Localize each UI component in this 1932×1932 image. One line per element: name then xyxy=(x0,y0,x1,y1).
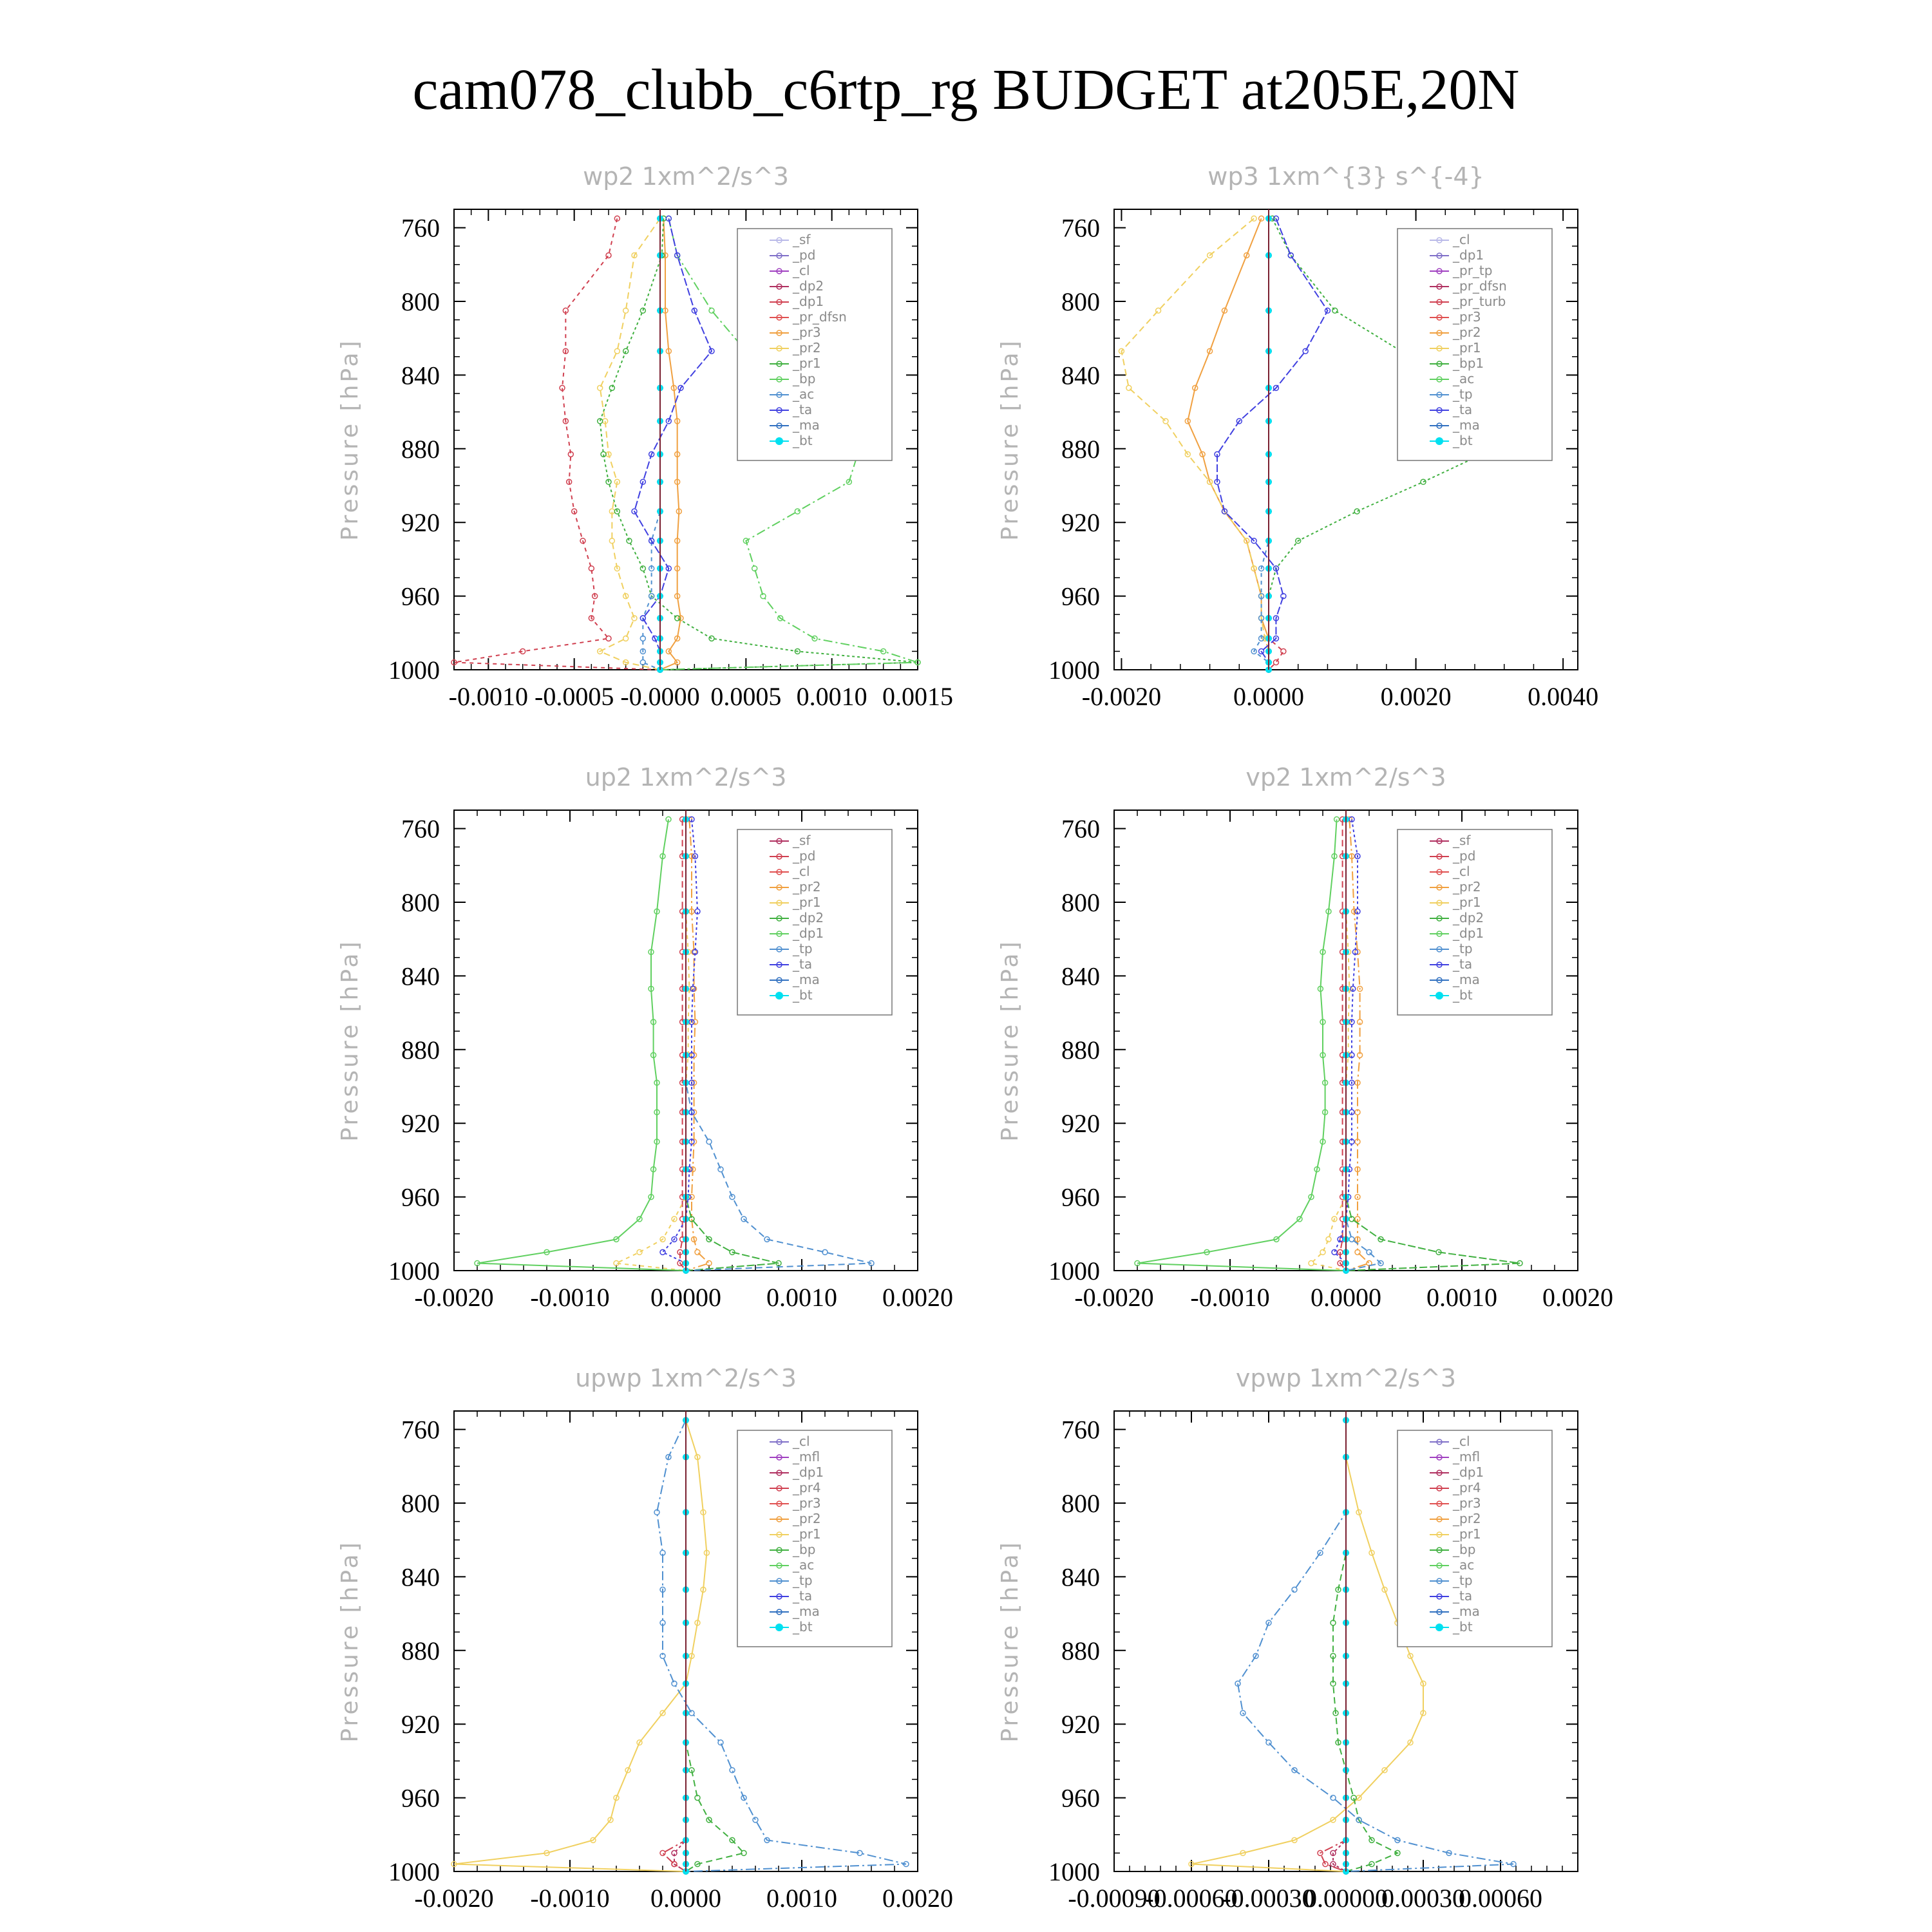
series-line-pd xyxy=(1340,819,1346,1271)
x-tick-label: -0.0020 xyxy=(1081,682,1162,711)
legend-label: _ta xyxy=(793,402,813,417)
x-tick-label: -0.0010 xyxy=(1190,1283,1270,1312)
y-tick-label: 960 xyxy=(401,1783,440,1813)
legend-label: _pd xyxy=(1453,848,1476,864)
data-point xyxy=(689,1710,694,1716)
series-line-dp1 xyxy=(1137,819,1346,1271)
y-tick-label: 960 xyxy=(1061,1783,1100,1813)
panel-vpwp xyxy=(997,1364,1578,1913)
legend-label: _ta xyxy=(1453,1588,1473,1604)
y-tick-label: 960 xyxy=(401,582,440,611)
y-tick-label: 1000 xyxy=(1048,1857,1100,1886)
data-point xyxy=(1266,1740,1271,1745)
legend-label: _pr2 xyxy=(793,340,821,355)
data-point xyxy=(675,616,680,621)
legend-label: _sf xyxy=(1453,833,1471,848)
series-line-pr4 xyxy=(663,1420,686,1871)
series-line-pr2 xyxy=(1188,218,1269,670)
legend-label: _ta xyxy=(793,1588,813,1604)
data-point xyxy=(623,636,629,641)
panel-title: vp2 1xm^2/s^3 xyxy=(1245,763,1446,791)
data-point xyxy=(709,636,714,641)
y-tick-label: 920 xyxy=(401,1109,440,1139)
legend-label: _pr4 xyxy=(1453,1480,1481,1495)
x-tick-label: 0.0020 xyxy=(1542,1283,1613,1312)
legend-label: _pr1 xyxy=(793,895,821,910)
legend-label: _sf xyxy=(793,833,811,848)
legend-label: _ma xyxy=(1453,972,1480,987)
y-tick-label: 800 xyxy=(401,1489,440,1518)
legend-label: _pd xyxy=(793,247,816,263)
data-point xyxy=(1332,1249,1337,1255)
series-line-pr1 xyxy=(1191,1420,1423,1871)
x-tick-label: 0.0020 xyxy=(882,1884,953,1913)
y-tick-label: 880 xyxy=(1061,1035,1100,1065)
data-point xyxy=(1349,1236,1354,1242)
legend-label: _dp2 xyxy=(793,910,824,925)
legend xyxy=(1397,229,1552,460)
legend xyxy=(737,229,892,460)
legend-label: _dp1 xyxy=(1453,247,1484,263)
legend-label: _pr_tp xyxy=(1453,263,1493,278)
x-tick-label: -0.00030 xyxy=(1222,1884,1315,1913)
legend-label: _pr4 xyxy=(793,1480,821,1495)
panel-title: wp2 1xm^2/s^3 xyxy=(583,162,789,191)
data-point xyxy=(606,253,611,258)
legend-label: _pr1 xyxy=(1453,895,1481,910)
y-tick-label: 760 xyxy=(1061,213,1100,243)
data-point xyxy=(672,1681,677,1686)
data-point xyxy=(1126,385,1132,390)
series-line-tp xyxy=(1346,819,1381,1271)
y-tick-label: 800 xyxy=(1061,1489,1100,1518)
panel-title: upwp 1xm^2/s^3 xyxy=(575,1364,797,1392)
y-axis-label: Pressure [hPa] xyxy=(337,939,363,1142)
data-point xyxy=(1303,348,1308,354)
x-tick-label: 0.00000 xyxy=(1304,1884,1388,1913)
y-axis-label: Pressure [hPa] xyxy=(997,1540,1023,1743)
y-tick-label: 880 xyxy=(401,1035,440,1065)
y-tick-label: 840 xyxy=(401,961,440,991)
legend-label: _pr1 xyxy=(1453,1526,1481,1542)
x-tick-label: 0.0000 xyxy=(650,1283,721,1312)
x-tick-label: 0.00030 xyxy=(1381,1884,1465,1913)
series-line-pr3 xyxy=(660,218,681,670)
legend-label: _sf xyxy=(793,232,811,247)
legend xyxy=(1397,1430,1552,1647)
data-point xyxy=(1273,660,1278,665)
legend-marker xyxy=(1435,992,1443,999)
legend-label: _ma xyxy=(793,972,820,987)
data-point xyxy=(753,1817,758,1823)
y-tick-label: 960 xyxy=(1061,582,1100,611)
legend-label: _pr2 xyxy=(793,879,821,895)
data-point xyxy=(709,308,714,313)
legend-label: _ma xyxy=(793,1604,820,1619)
panel-vp2 xyxy=(997,763,1613,1312)
y-tick-label: 840 xyxy=(1061,1562,1100,1592)
legend xyxy=(1397,829,1552,1015)
legend-label: _tp xyxy=(793,1573,813,1588)
legend-label: _pr_turb xyxy=(1453,294,1506,309)
legend xyxy=(737,1430,892,1647)
x-tick-label: -0.00060 xyxy=(1145,1884,1238,1913)
legend-marker xyxy=(775,437,783,445)
data-point xyxy=(660,1850,665,1855)
legend-label: _dp2 xyxy=(793,278,824,294)
x-tick-label: -0.0010 xyxy=(448,682,528,711)
series-line-bp xyxy=(686,1420,744,1871)
legend-label: _cl xyxy=(1453,864,1470,879)
legend-marker xyxy=(1435,437,1443,445)
legend-label: _dp2 xyxy=(1453,910,1484,925)
y-tick-label: 760 xyxy=(401,814,440,844)
y-tick-label: 840 xyxy=(401,1562,440,1592)
legend-label: _dp1 xyxy=(793,1464,824,1480)
data-point xyxy=(1288,253,1293,258)
x-tick-label: 0.0010 xyxy=(796,682,867,711)
y-tick-label: 840 xyxy=(401,361,440,390)
legend-label: _dp1 xyxy=(793,294,824,309)
series-line-dp1 xyxy=(674,1420,686,1871)
y-tick-label: 760 xyxy=(401,1415,440,1444)
legend-label: _ac xyxy=(1453,371,1475,386)
panel-wp3 xyxy=(997,162,1598,711)
data-point xyxy=(1309,1261,1314,1266)
legend xyxy=(737,829,892,1015)
x-tick-label: -0.00090 xyxy=(1068,1884,1160,1913)
legend-label: _ma xyxy=(1453,417,1480,433)
y-axis-label: Pressure [hPa] xyxy=(997,338,1023,541)
series-line-pd xyxy=(680,819,686,1271)
y-tick-label: 920 xyxy=(401,508,440,538)
legend-label: _pr3 xyxy=(1453,1495,1481,1511)
data-point xyxy=(632,616,637,621)
x-tick-label: 0.0010 xyxy=(766,1283,837,1312)
data-point xyxy=(718,1740,723,1745)
legend-label: _pr2 xyxy=(793,1511,821,1526)
legend-label: _bt xyxy=(793,433,813,448)
data-point xyxy=(1163,419,1168,424)
x-tick-label: -0.0020 xyxy=(1074,1283,1154,1312)
legend-label: _pr2 xyxy=(1453,325,1481,340)
legend-label: _bt xyxy=(1453,987,1473,1003)
y-tick-label: 920 xyxy=(1061,508,1100,538)
legend-label: _mfl xyxy=(1453,1449,1481,1464)
y-tick-label: 760 xyxy=(1061,1415,1100,1444)
data-point xyxy=(718,1167,723,1172)
legend-label: _pr2 xyxy=(1453,879,1481,895)
y-tick-label: 880 xyxy=(401,434,440,464)
legend-label: _ta xyxy=(1453,956,1473,972)
y-tick-label: 800 xyxy=(401,287,440,316)
data-point xyxy=(706,1139,712,1144)
page-title: cam078_clubb_c6rtp_rg BUDGET at205E,20N xyxy=(412,58,1520,122)
legend-marker xyxy=(775,992,783,999)
y-tick-label: 960 xyxy=(401,1182,440,1212)
panel-upwp xyxy=(337,1364,953,1913)
x-tick-label: -0.0005 xyxy=(535,682,614,711)
y-tick-label: 1000 xyxy=(388,1857,440,1886)
data-point xyxy=(614,348,620,354)
legend-label: _pr1 xyxy=(1453,340,1481,355)
legend-label: _pr3 xyxy=(793,325,821,340)
legend-label: _pr3 xyxy=(793,1495,821,1511)
legend-label: _cl xyxy=(1453,232,1470,247)
data-point xyxy=(609,538,614,544)
series-line-ta xyxy=(634,218,712,670)
legend-label: _pd xyxy=(793,848,816,864)
legend-label: _ma xyxy=(1453,1604,1480,1619)
x-tick-label: 0.0000 xyxy=(1311,1283,1381,1312)
data-point xyxy=(695,1249,700,1255)
panel-title: wp3 1xm^{3} s^{-4} xyxy=(1208,162,1484,191)
y-tick-label: 800 xyxy=(401,888,440,917)
data-point xyxy=(1292,1587,1297,1592)
legend-label: _cl xyxy=(793,1434,810,1449)
series-line-pr2 xyxy=(686,819,709,1271)
x-tick-label: -0.0020 xyxy=(414,1884,494,1913)
y-axis-label: Pressure [hPa] xyxy=(337,338,363,541)
legend-label: _bp xyxy=(793,371,816,386)
legend-marker xyxy=(775,1624,783,1631)
data-point xyxy=(795,509,800,514)
y-tick-label: 760 xyxy=(1061,814,1100,844)
legend-label: _tp xyxy=(1453,941,1473,956)
data-point xyxy=(1367,1249,1372,1255)
data-point xyxy=(1331,1795,1336,1801)
legend-label: _cl xyxy=(793,864,810,879)
y-tick-label: 1000 xyxy=(388,656,440,685)
x-tick-label: 0.0010 xyxy=(1426,1283,1497,1312)
legend-label: _ta xyxy=(793,956,813,972)
legend-label: _cl xyxy=(793,263,810,278)
panel-title: up2 1xm^2/s^3 xyxy=(585,763,787,791)
y-tick-label: 880 xyxy=(1061,1636,1100,1665)
legend-label: _ma xyxy=(793,417,820,433)
data-point xyxy=(606,636,611,641)
y-tick-label: 960 xyxy=(1061,1182,1100,1212)
legend-label: _pr1 xyxy=(793,1526,821,1542)
data-point xyxy=(1326,1236,1331,1242)
data-point xyxy=(1156,308,1161,313)
x-tick-label: -0.0010 xyxy=(530,1283,610,1312)
data-point xyxy=(637,1249,642,1255)
series-line-pr1 xyxy=(1121,218,1269,670)
legend-label: _bt xyxy=(793,1619,813,1634)
y-tick-label: 920 xyxy=(401,1710,440,1739)
legend-label: _bp xyxy=(793,1542,816,1557)
legend-label: _cl xyxy=(1453,1434,1470,1449)
series-line-dp1 xyxy=(477,819,686,1271)
y-tick-label: 760 xyxy=(401,213,440,243)
legend-label: _dp1 xyxy=(1453,1464,1484,1480)
legend-label: _bp xyxy=(1453,1542,1476,1557)
y-tick-label: 1000 xyxy=(388,1256,440,1285)
x-tick-label: 0.0000 xyxy=(650,1884,721,1913)
x-tick-label: 0.0020 xyxy=(882,1283,953,1312)
legend-label: _tp xyxy=(1453,386,1473,402)
legend-label: _ac xyxy=(793,386,815,402)
data-point xyxy=(1354,509,1359,514)
x-tick-label: 0.0020 xyxy=(1380,682,1452,711)
y-tick-label: 880 xyxy=(401,1636,440,1665)
legend-label: _ac xyxy=(793,1557,815,1573)
x-tick-label: 0.0015 xyxy=(882,682,953,711)
data-point xyxy=(1281,649,1286,654)
y-tick-label: 920 xyxy=(1061,1109,1100,1139)
series-line-pr1 xyxy=(1311,819,1349,1271)
x-tick-label: 0.0040 xyxy=(1528,682,1599,711)
y-tick-label: 880 xyxy=(1061,434,1100,464)
legend-label: _dp1 xyxy=(793,925,824,941)
y-axis-label: Pressure [hPa] xyxy=(337,1540,363,1743)
data-point xyxy=(1332,308,1338,313)
y-tick-label: 800 xyxy=(1061,888,1100,917)
data-point xyxy=(640,566,645,571)
legend-label: _tp xyxy=(793,941,813,956)
legend-label: _pr_dfsn xyxy=(793,309,847,325)
legend-label: _pr3 xyxy=(1453,309,1481,325)
x-tick-label: 0.0000 xyxy=(1233,682,1304,711)
data-point xyxy=(730,1768,735,1773)
legend-label: _bt xyxy=(1453,433,1473,448)
y-tick-label: 800 xyxy=(1061,287,1100,316)
panel-wp2 xyxy=(337,162,953,711)
legend-label: _mfl xyxy=(793,1449,820,1464)
x-tick-label: 0.0005 xyxy=(710,682,782,711)
legend-label: _ta xyxy=(1453,402,1473,417)
x-tick-label: 0.00060 xyxy=(1459,1884,1542,1913)
x-tick-label: -0.0000 xyxy=(620,682,700,711)
series-line-pr1 xyxy=(454,1420,706,1871)
panel-title: vpwp 1xm^2/s^3 xyxy=(1235,1364,1457,1392)
x-tick-label: 0.0010 xyxy=(766,1884,837,1913)
legend-label: _bp1 xyxy=(1453,355,1484,371)
legend-marker xyxy=(1435,1624,1443,1631)
legend-label: _bt xyxy=(793,987,813,1003)
legend-label: _pr2 xyxy=(1453,1511,1481,1526)
legend-label: _pr1 xyxy=(793,355,821,371)
y-tick-label: 1000 xyxy=(1048,656,1100,685)
y-tick-label: 840 xyxy=(1061,961,1100,991)
data-point xyxy=(660,1249,665,1255)
y-tick-label: 1000 xyxy=(1048,1256,1100,1285)
legend-label: _bt xyxy=(1453,1619,1473,1634)
data-point xyxy=(627,538,632,544)
legend-label: _dp1 xyxy=(1453,925,1484,941)
y-tick-label: 840 xyxy=(1061,361,1100,390)
x-tick-label: -0.0020 xyxy=(414,1283,494,1312)
y-axis-label: Pressure [hPa] xyxy=(997,939,1023,1142)
y-tick-label: 920 xyxy=(1061,1710,1100,1739)
x-tick-label: -0.0010 xyxy=(530,1884,610,1913)
legend-label: _pr_dfsn xyxy=(1453,278,1507,294)
legend-label: _tp xyxy=(1453,1573,1473,1588)
data-point xyxy=(598,385,603,390)
legend-label: _ac xyxy=(1453,1557,1475,1573)
data-point xyxy=(1320,1249,1325,1255)
panel-up2 xyxy=(337,763,953,1312)
series-line-bp xyxy=(1333,1420,1397,1871)
